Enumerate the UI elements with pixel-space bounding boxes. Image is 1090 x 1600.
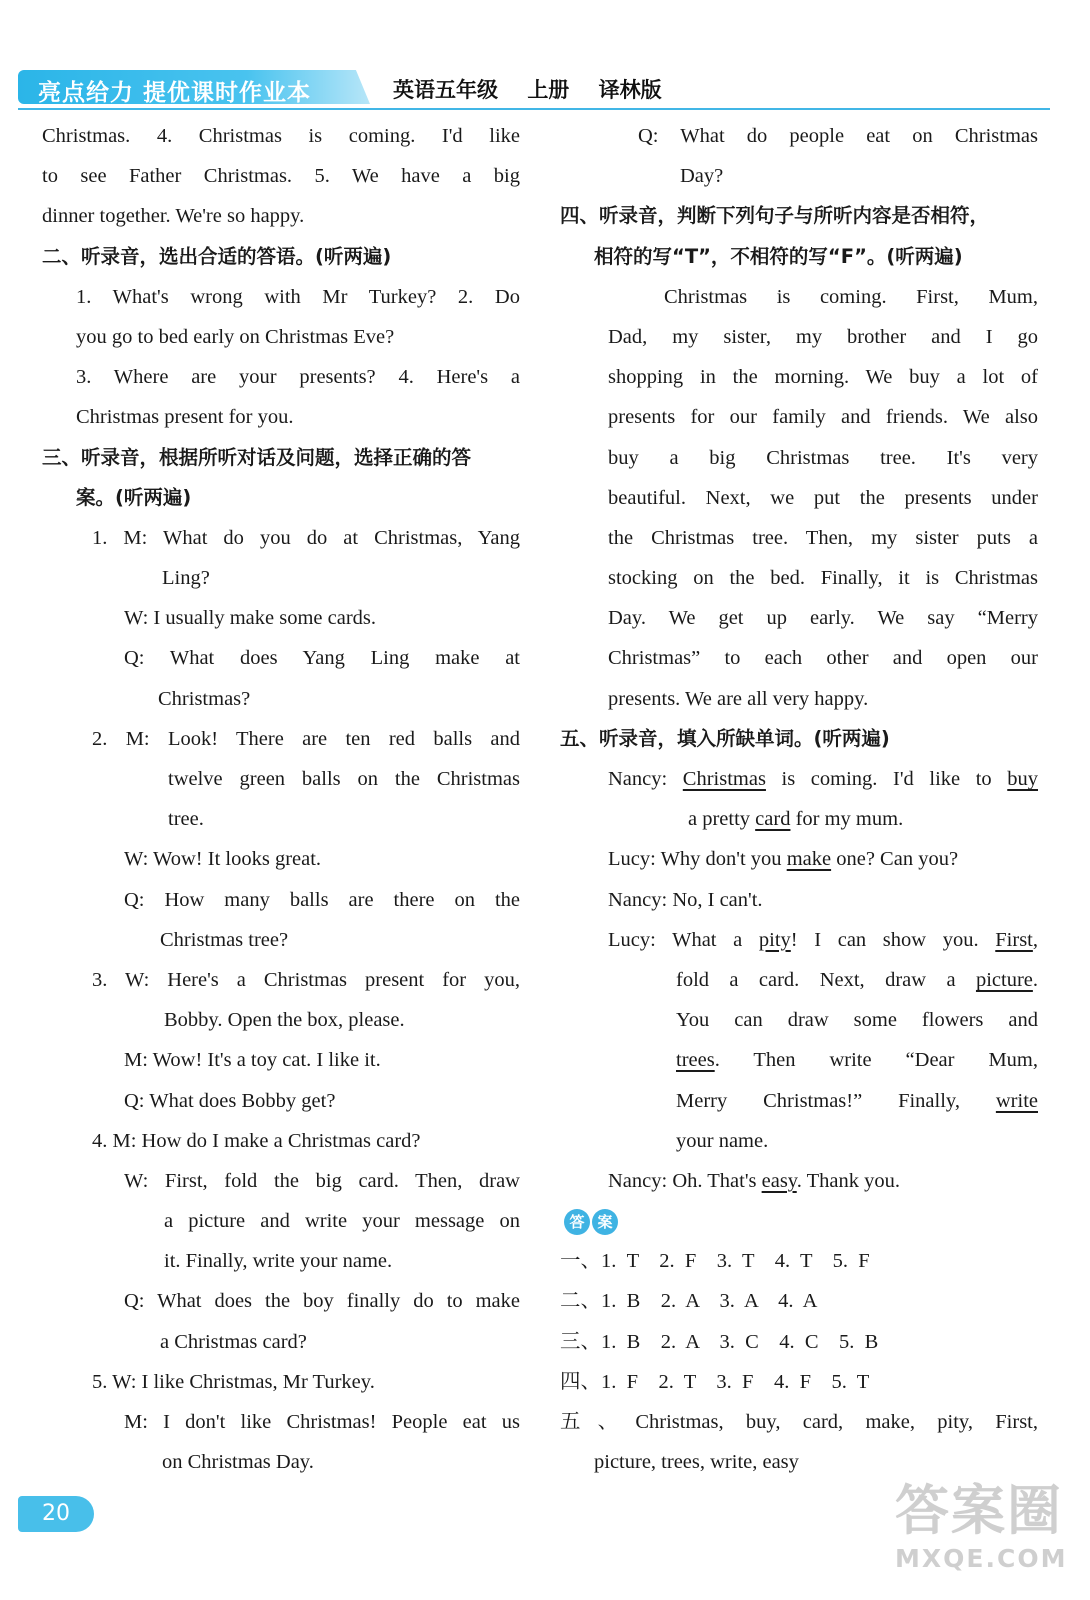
text-line: shopping in the morning. We buy a lot of <box>608 366 1038 389</box>
text-line: 3. W: Here's a Christmas present for you, <box>92 968 520 991</box>
text-line: Lucy: Why don't you make one? Can you? <box>608 848 959 871</box>
text-line: stocking on the bed. Finally, it is Christmas <box>608 567 1038 590</box>
answer-row: 二、1. B 2. A 3. A 4. A <box>560 1290 818 1313</box>
text-line: picture, trees, write, easy <box>594 1451 799 1474</box>
text-line: Day. We get up early. We say “Merry <box>608 607 1038 630</box>
text-line: 2. M: Look! There are ten red balls and <box>92 727 520 750</box>
filled-word: easy <box>761 1169 797 1192</box>
text-line: 五、Christmas, buy, card, make, pity, First, <box>560 1411 1038 1433</box>
answer-badge-icon <box>564 1202 618 1242</box>
text-line: Christmas is coming. First, Mum, <box>664 285 1038 308</box>
text-line: Nancy: No, I can't. <box>608 888 763 911</box>
section-heading: 三、听录音，根据所听对话及问题，选择正确的答 <box>42 445 472 469</box>
text-line: fold a card. Next, draw a picture. <box>676 968 1038 991</box>
text-line: 5. W: I like Christmas, Mr Turkey. <box>92 1370 375 1393</box>
filled-word: pity <box>758 928 791 951</box>
text-line: you go to bed early on Christmas Eve? <box>76 325 395 348</box>
page-number: 20 <box>18 1496 94 1532</box>
text-line: Nancy: Christmas is coming. I'd like to buy <box>608 768 1038 790</box>
filled-word: buy <box>1007 768 1038 790</box>
text-line: W: Wow! It looks great. <box>124 848 322 871</box>
text-line: a pretty card for my mum. <box>688 808 904 831</box>
answer-row: 四、1. F 2. T 3. F 4. F 5. T <box>560 1370 870 1393</box>
text-line: a picture and write your message on <box>164 1210 520 1233</box>
text-line: Christmas. 4. Christmas is coming. I'd like <box>42 125 520 147</box>
text-line: 1. M: What do you do at Christmas, Yang <box>92 526 520 549</box>
text-line: to see Father Christmas. 5. We have a big <box>42 165 520 188</box>
section-heading: 四、听录音，判断下列句子与所听内容是否相符， <box>560 204 990 228</box>
text-line: your name. <box>676 1129 769 1152</box>
text-line: 1. What's wrong with Mr Turkey? 2. Do <box>76 285 520 308</box>
answer-row: 一、1. T 2. F 3. T 4. T 5. F <box>560 1250 870 1273</box>
text-line: Christmas? <box>158 687 251 710</box>
filled-word: trees <box>676 1049 715 1072</box>
page-header <box>18 64 1050 110</box>
text-line: W: I usually make some cards. <box>124 607 376 630</box>
watermark-logo <box>895 1479 1068 1590</box>
header-edition: 译林版 <box>598 78 662 102</box>
filled-word: write <box>995 1089 1038 1112</box>
text-line: Q: What do people eat on Christmas <box>638 125 1038 147</box>
text-line: dinner together. We're so happy. <box>42 205 305 228</box>
text-line: presents for our family and friends. We also <box>608 406 1038 429</box>
section-heading: 五、听录音，填入所缺单词。(听两遍) <box>560 726 890 750</box>
text-line: Q: What does the boy finally do to make <box>124 1290 520 1313</box>
text-line: Dad, my sister, my brother and I go <box>608 325 1038 348</box>
text-line: Christmas” to each other and open our <box>608 647 1038 670</box>
text-line: Ling? <box>162 567 210 590</box>
text-line: Day? <box>680 165 724 188</box>
filled-word: First <box>995 928 1033 951</box>
text-line: M: I don't like Christmas! People eat us <box>124 1411 520 1433</box>
text-line: Q: What does Bobby get? <box>124 1089 336 1112</box>
text-line: You can draw some flowers and <box>676 1009 1038 1032</box>
section-heading: 二、听录音，选出合适的答语。(听两遍) <box>42 244 392 268</box>
text-line: Merry Christmas!” Finally, write <box>676 1089 1038 1112</box>
text-line: Bobby. Open the box, please. <box>164 1009 405 1032</box>
text-line: W: First, fold the big card. Then, draw <box>124 1169 520 1192</box>
header-rule <box>18 108 1050 110</box>
watermark-top: 答案圈 <box>895 1479 1063 1542</box>
filled-word: card <box>755 808 791 831</box>
section-heading: 相符的写“T”，不相符的写“F”。(听两遍) <box>594 244 963 268</box>
text-line: Lucy: What a pity! I can show you. First, <box>608 928 1038 951</box>
text-line: Q: How many balls are there on the <box>124 888 520 911</box>
answer-badge-char: 案 <box>592 1209 618 1235</box>
header-subject: 英语五年级 <box>393 78 498 102</box>
text-line: Christmas present for you. <box>76 406 294 429</box>
text-line: Q: What does Yang Ling make at <box>124 647 520 670</box>
right-column <box>560 116 1038 1482</box>
filled-word: Christmas <box>682 768 766 790</box>
text-line: the Christmas tree. Then, my sister puts a <box>608 526 1038 549</box>
text-line: Christmas tree? <box>160 928 289 951</box>
text-line: beautiful. Next, we put the presents under <box>608 486 1038 509</box>
text-line: Nancy: Oh. That's easy. Thank you. <box>608 1169 900 1192</box>
answer-badge <box>564 1201 1038 1241</box>
header-volume: 上册 <box>527 78 570 102</box>
text-line: tree. <box>168 808 204 831</box>
answer-badge-char: 答 <box>564 1209 590 1235</box>
text-line: a Christmas card? <box>160 1330 307 1353</box>
header-subtitle <box>393 74 684 104</box>
text-line: presents. We are all very happy. <box>608 687 869 710</box>
watermark-bottom: MXQE.COM <box>895 1544 1068 1573</box>
answer-row: 三、1. B 2. A 3. C 4. C 5. B <box>560 1330 879 1353</box>
header-brand: 亮点给力 提优课时作业本 <box>38 80 312 106</box>
left-column <box>42 116 520 1482</box>
text-line: 4. M: How do I make a Christmas card? <box>92 1129 421 1152</box>
filled-word: picture <box>975 968 1033 991</box>
text-line: on Christmas Day. <box>162 1451 314 1474</box>
section-heading: 案。(听两遍) <box>76 485 192 509</box>
text-line: twelve green balls on the Christmas <box>168 768 520 790</box>
text-line: it. Finally, write your name. <box>164 1250 393 1273</box>
text-line: buy a big Christmas tree. It's very <box>608 446 1038 469</box>
text-line: trees. Then write “Dear Mum, <box>676 1049 1038 1072</box>
text-line: M: Wow! It's a toy cat. I like it. <box>124 1049 381 1072</box>
text-line: 3. Where are your presents? 4. Here's a <box>76 366 520 389</box>
filled-word: make <box>786 848 832 871</box>
